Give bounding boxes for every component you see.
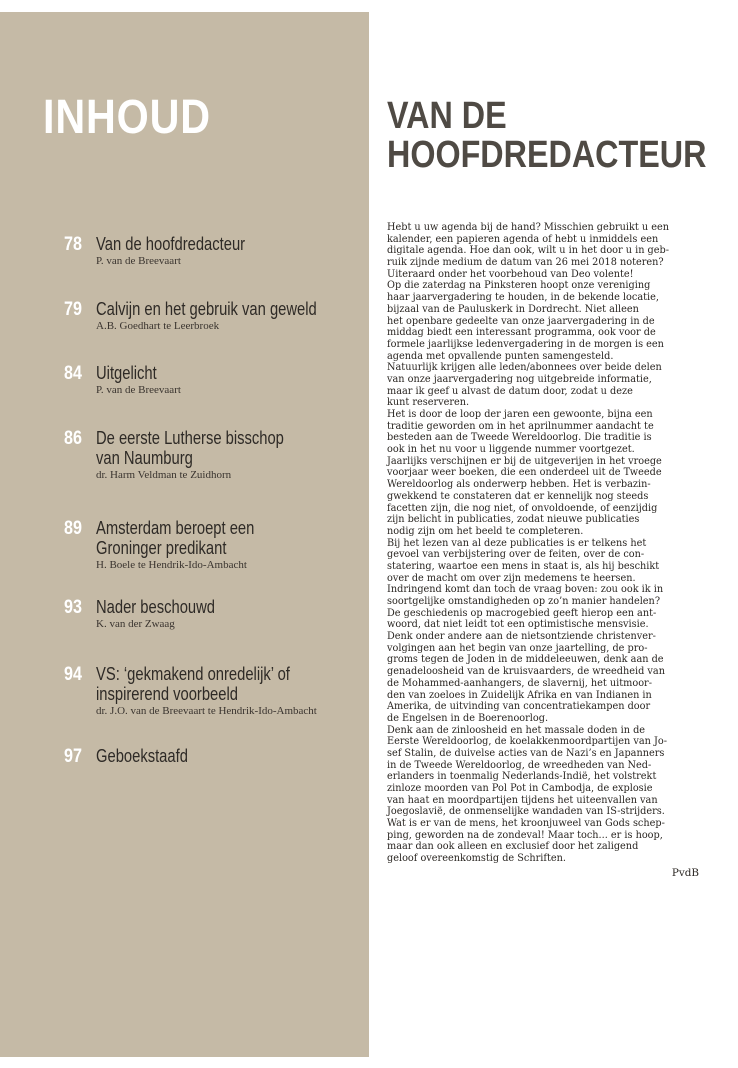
toc-entry-title: Uitgelicht — [96, 363, 157, 383]
toc-entry[interactable] — [64, 363, 181, 397]
article-line: gwekkend te constateren dat er kennelijk nog steeds — [387, 489, 649, 502]
toc-page-number: 86 — [64, 428, 82, 449]
article-line: Wereldoorlog als onderwerp hebben. Het is verbazin- — [387, 478, 651, 491]
article-line: genadeloosheid van de kruisvaarders, de wreedheid van — [387, 665, 665, 678]
article-line: maar dan ook alleen en exclusief door het zaligend — [387, 840, 639, 853]
toc-entry-author: P. van de Breevaart — [96, 255, 181, 267]
article-line: in de Tweede Wereldoorlog, de wreedheden van Ned- — [387, 758, 652, 771]
article-line: sef Stalin, de duivelse acties van de Nazi’s en Japanners — [387, 746, 665, 759]
article-line: zinloze moorden van Pol Pot in Cambodja, de explosie — [387, 782, 653, 794]
article-line: Natuurlijk krijgen alle leden/abonnees over beide delen — [387, 361, 662, 374]
toc-entry-title: Van de hoofdredacteur — [96, 234, 246, 254]
toc-entry-title: De eerste Lutherse bisschop — [96, 428, 284, 448]
toc-entry-author: A.B. Goedhart te Leerbroek — [96, 320, 220, 332]
toc-page-number: 93 — [64, 597, 82, 618]
toc-page-number: 94 — [64, 664, 82, 685]
article-line: agenda met opvallende punten samengesteld. — [387, 349, 614, 362]
article-line: besteden aan de Tweede Wereldoorlog. Die traditie is — [387, 431, 652, 444]
article-line: ruik zijnde medium de datum van 26 mei 2018 noteren? — [387, 256, 664, 269]
article-line: de Mohammed-aanhangers, de slavernij, het uitmoor- — [387, 676, 652, 689]
toc-page-number: 79 — [64, 299, 82, 320]
article-line: woord, dat niet leidt tot een optimistische mensvisie. — [387, 618, 649, 631]
toc-entry-title: Amsterdam beroept een — [96, 518, 255, 538]
article-line: Op die zaterdag na Pinksteren hoopt onze vereniging — [387, 279, 651, 292]
toc-entry-author: dr. Harm Veldman te Zuidhorn — [96, 469, 232, 481]
article-line: Eerste Wereldoorlog, de koelakkenmoordpartijen van Jo- — [387, 735, 668, 748]
article-line: soortgelijke omstandigheden op zo’n manier handelen? — [387, 595, 661, 607]
article-line: erlanders in toenmalig Nederlands-Indië, het volstrekt — [387, 770, 657, 783]
article-line: over de macht om over zijn medemens te heersen. — [387, 571, 636, 584]
toc-entry-author: H. Boele te Hendrik-Ido-Ambacht — [96, 559, 247, 571]
article-line: den van zoeloes in Zuidelijk Afrika en van Indianen in — [387, 688, 652, 701]
article-line: statering, waartoe een mens in staat is, als hij beschikt — [387, 559, 660, 572]
article-line: formele jaarlijkse ledenvergadering in de morgen is een — [387, 337, 664, 350]
article-line: gevoel van verbijstering over de feiten, over de con- — [387, 548, 645, 561]
article-line: van onze jaarvergadering nog uitgebreide informatie, — [387, 372, 652, 385]
contents-title: INHOUD — [43, 91, 211, 144]
article-line: digitale agenda. Hoe dan ook, wilt u in het door u in geb- — [387, 244, 670, 257]
article-line: voorjaar weer boeken, die een onderdeel uit de Tweede — [387, 466, 662, 479]
article-signature: PvdB — [671, 866, 699, 879]
article-line: haar jaarvergadering te houden, in de bekende locatie, — [387, 291, 659, 304]
article-line: bijzaal van de Pauluskerk in Dordrecht. Niet alleen — [387, 302, 639, 315]
article-line: Joegoslavië, de onmenselijke wandaden van IS-strijders. — [387, 805, 665, 818]
article-line: kunt reserveren. — [387, 396, 470, 409]
article-title-line: VAN DE — [387, 95, 507, 137]
toc-entry-author: P. van de Breevaart — [96, 384, 181, 396]
article-line: Denk onder andere aan de nietsontziende christenver- — [387, 630, 656, 643]
toc-entry[interactable] — [64, 234, 278, 268]
toc-entry[interactable] — [64, 518, 289, 572]
article-line: maar ik geef u alvast de datum door, zodat u deze — [387, 384, 633, 397]
toc-entry-title: Geboekstaafd — [96, 746, 188, 766]
toc-entry-title: van Naumburg — [96, 448, 193, 468]
article-line: Uiteraard onder het voorbehoud van Deo volente! — [387, 267, 634, 280]
article-line: Bij het lezen van al deze publicaties is er telkens het — [387, 536, 647, 549]
article-line: Het is door de loop der jaren een gewoonte, bijna een — [387, 408, 653, 420]
article-title — [387, 97, 706, 175]
article-line: Hebt u uw agenda bij de hand? Misschien gebruikt u een — [387, 221, 669, 233]
article-line: ook in het nu voor u liggende nummer voortgezet. — [387, 443, 635, 456]
article-line: traditie geworden om in het aprilnummer aandacht te — [387, 419, 654, 432]
toc-entry[interactable] — [64, 664, 332, 718]
article-line: kalender, een papieren agenda of hebt u inmiddels een — [387, 232, 659, 245]
toc-entry-title: Calvijn en het gebruik van geweld — [96, 299, 317, 319]
toc-entry[interactable] — [64, 299, 365, 333]
toc-entry[interactable] — [64, 428, 325, 482]
article-text — [387, 222, 701, 865]
article-line: het openbare gedeelte van onze jaarvergadering in de — [387, 314, 655, 327]
contents-sidebar — [0, 12, 369, 1057]
toc-entry-title: inspirerend voorbeeld — [96, 684, 238, 704]
article-line: volgingen aan het begin van onze jaartelling, de pro- — [387, 641, 648, 654]
article-line: middag biedt een interessant programma, ook voor de — [387, 326, 656, 339]
toc-page-number: 78 — [64, 234, 82, 255]
article-line: Denk aan de zinloosheid en het massale doden in de — [387, 723, 646, 736]
article-line: Amerika, de uitvinding van concentratiekampen door — [387, 700, 651, 713]
article-line: Indringend komt dan toch de vraag boven: zou ook ik in — [387, 583, 664, 596]
toc-entry-author: dr. J.O. van de Breevaart te Hendrik-Ido-Ambacht — [96, 705, 317, 717]
article-body — [387, 222, 701, 879]
toc-page-number: 97 — [64, 746, 82, 767]
article-title-line: HOOFDREDACTEUR — [387, 134, 707, 176]
toc-entry-title: Nader beschouwd — [96, 597, 215, 617]
article-line: van haat en moordpartijen tijdens het uiteenvallen van — [387, 793, 658, 806]
article-line: zijn belicht in publicaties, zodat nieuwe publicaties — [387, 513, 640, 526]
toc-entry[interactable] — [64, 746, 208, 766]
article-line: ping, geworden na de zondeval! Maar toch... er is hoop, — [387, 828, 663, 841]
article-line: groms tegen de Joden in de middeleeuwen, denk aan de — [387, 653, 664, 666]
toc-page-number: 84 — [64, 363, 82, 384]
article-line: Wat is er van de mens, het kroonjuweel van Gods schep- — [387, 817, 665, 830]
article-line: Jaarlijks verschijnen er bij de uitgeverijen in het vroege — [387, 454, 662, 467]
article-line: De geschiedenis op macrogebied geeft hierop een ant- — [387, 606, 657, 619]
toc-entry-title: Groninger predikant — [96, 538, 227, 558]
article-line: geloof overeenkomstig de Schriften. — [387, 852, 566, 865]
toc-page-number: 89 — [64, 518, 82, 539]
toc-entry[interactable] — [64, 597, 241, 631]
article-line: nodig zijn om het beeld te completeren. — [387, 524, 584, 537]
article-line: facetten zijn, die nog niet, of onvoldoende, of eenzijdig — [387, 501, 658, 514]
toc-entry-author: K. van der Zwaag — [96, 618, 175, 630]
article-line: de Engelsen in de Boerenoorlog. — [387, 711, 549, 724]
toc-entry-title: VS: ‘gekmakend onredelijk’ of — [96, 664, 290, 684]
